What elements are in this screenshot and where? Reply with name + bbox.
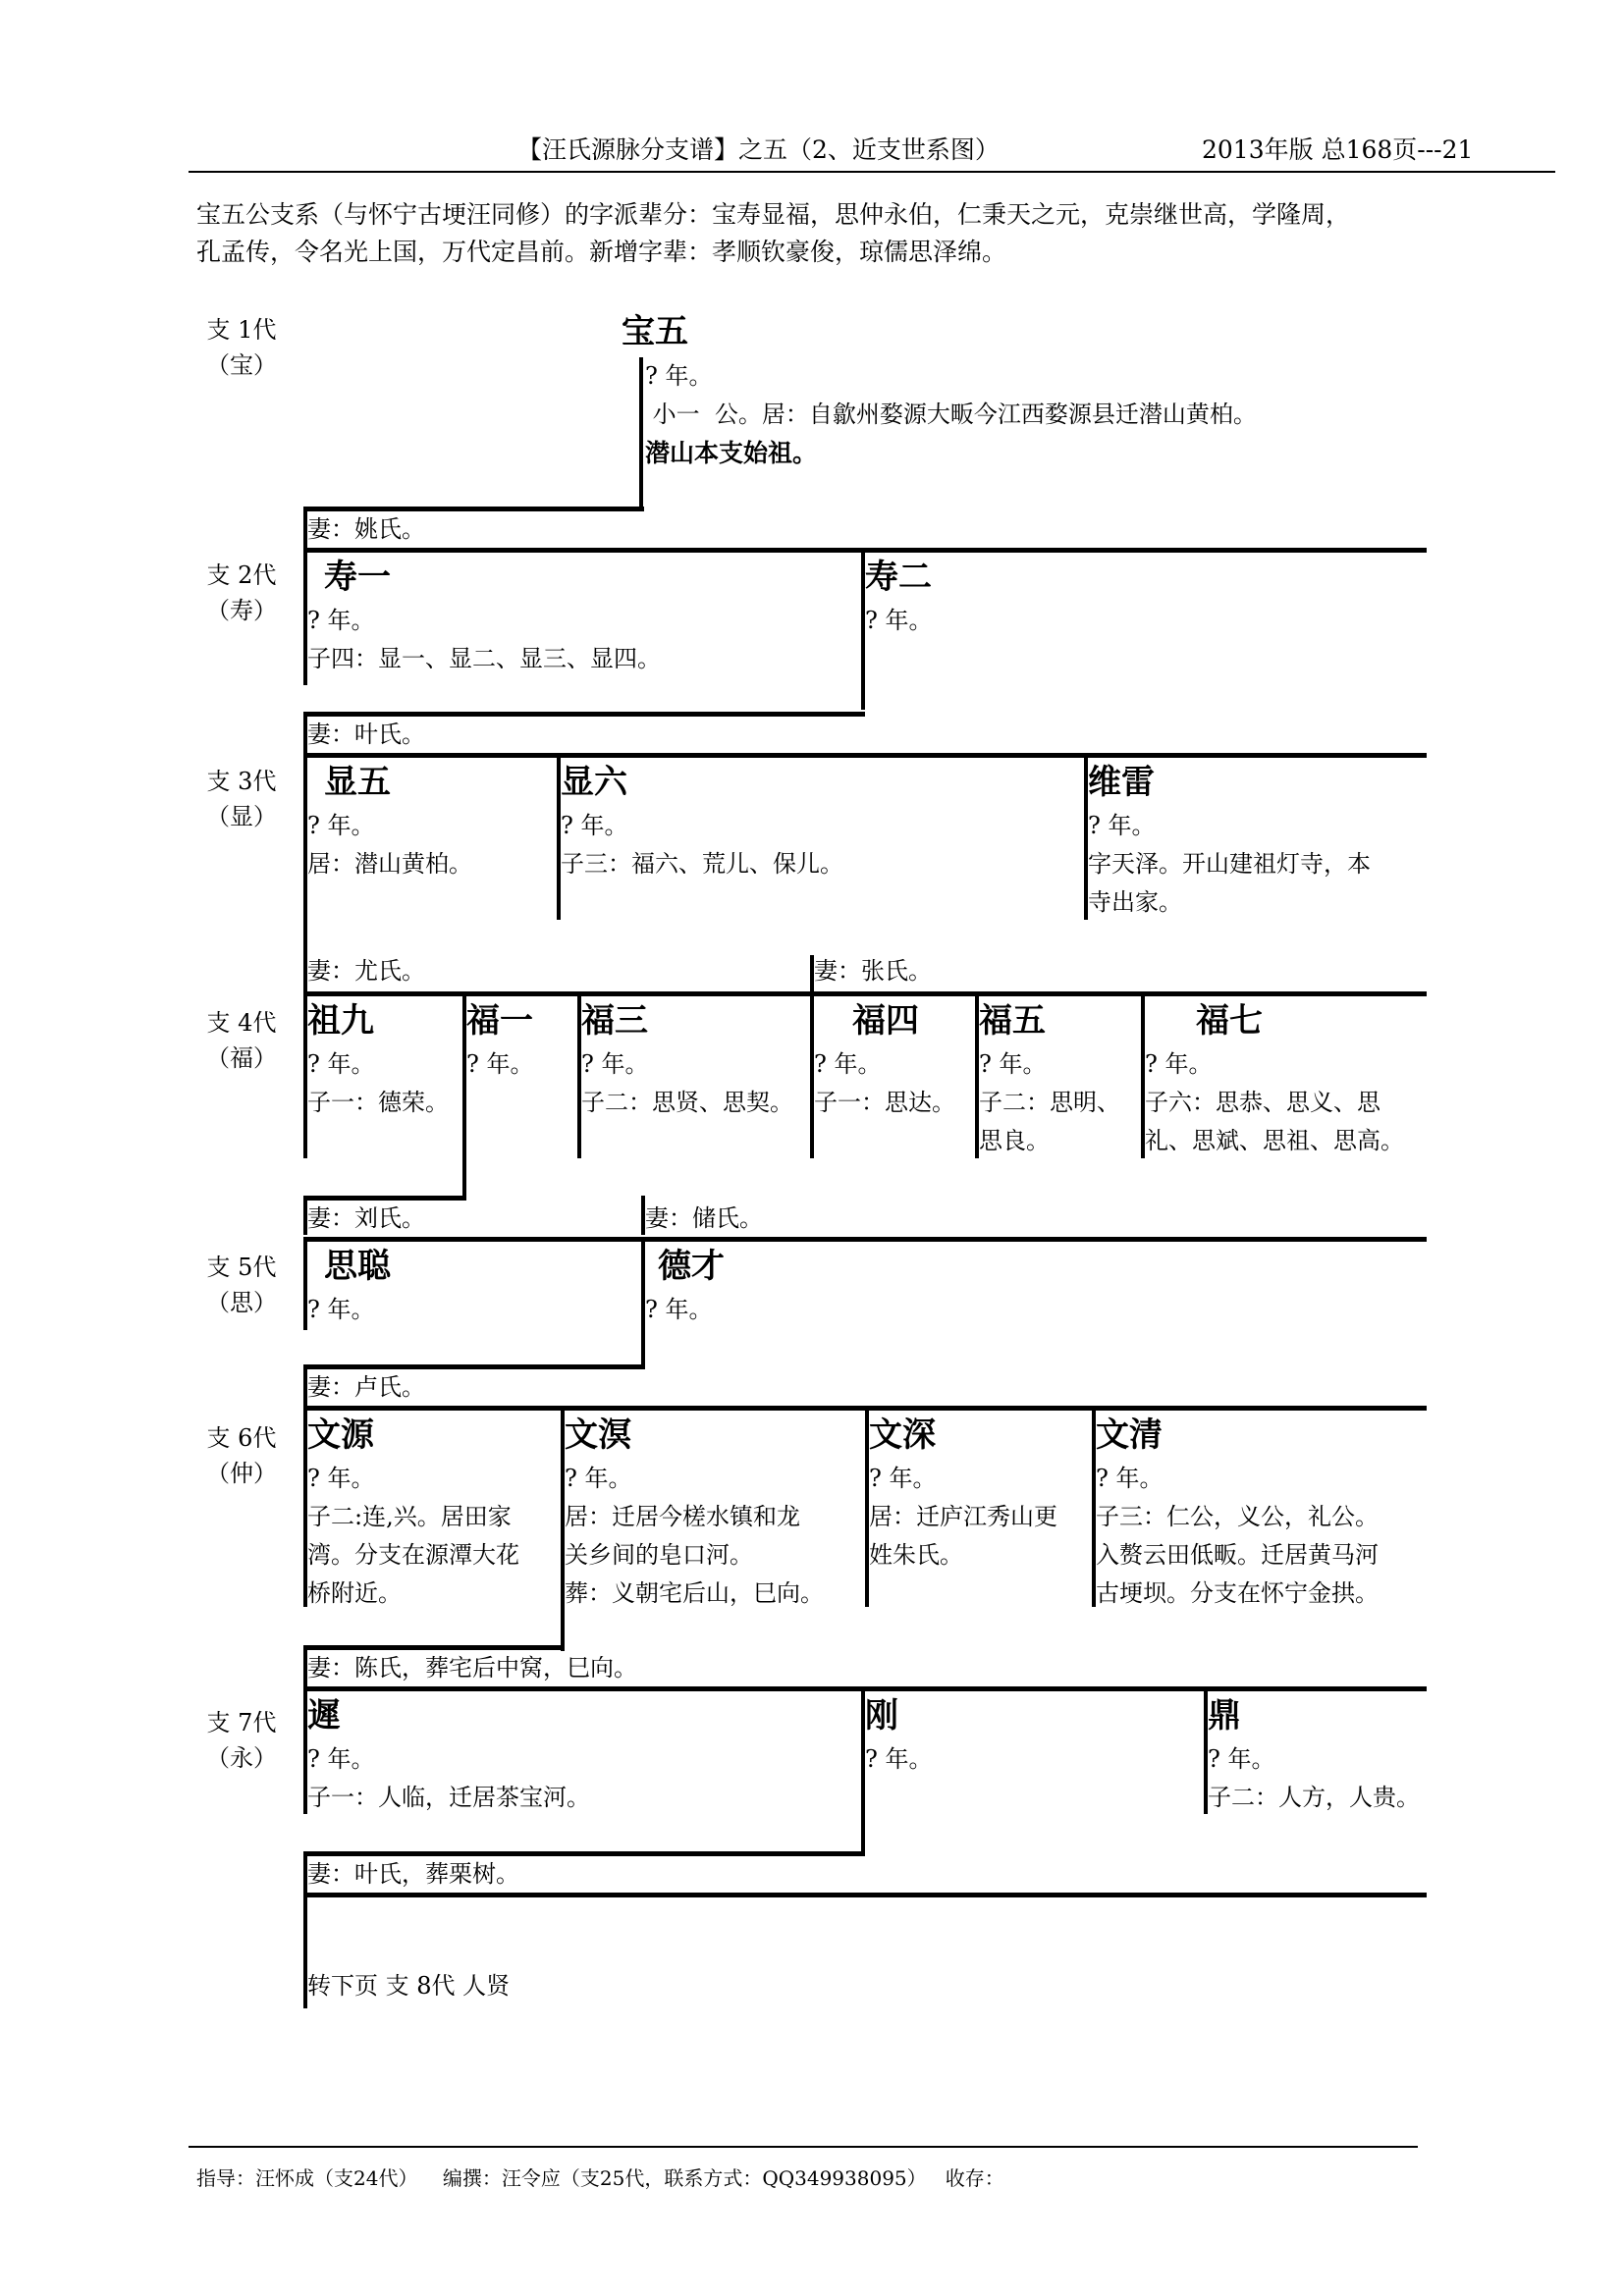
generation-2-bar — [303, 548, 1427, 553]
footer-rule — [189, 2146, 1418, 2148]
generation-7-bar — [303, 1686, 1427, 1691]
year-wenqing: ? 年。 — [1096, 1465, 1164, 1492]
sons-shouyi: 子四：显一、显二、显三、显四。 — [307, 645, 661, 672]
generation-label-6: 支 6代 （仲） — [206, 1424, 277, 1487]
connector-baowu — [639, 357, 643, 511]
intro-paragraph — [196, 196, 1571, 271]
year-xianwu: ? 年。 — [307, 812, 375, 839]
note-baowu: 小一 公。居：自歙州婺源大畈今江西婺源县迁潜山黄柏。 — [645, 400, 1257, 428]
note-wenshen-1: 居：迁庐江秀山更 — [869, 1503, 1057, 1530]
intro-line-1: 宝五公支系（与怀宁古埂汪同修）的字派辈分：宝寿显福，思仲永伯，仁秉天之元，克崇继世高，学隆周， — [196, 200, 1351, 229]
person-name-shouer: 寿二 — [865, 558, 932, 597]
sons-fusi: 子一：思达。 — [814, 1089, 955, 1116]
person-name-shouyi: 寿一 — [324, 558, 391, 597]
person-name-fusan: 福三 — [581, 1001, 648, 1041]
person-name-gang: 刚 — [865, 1696, 898, 1735]
year-fuyi: ? 年。 — [466, 1050, 534, 1078]
note-wenyuan-3: 桥附近。 — [307, 1579, 402, 1607]
person-name-wenqing: 文清 — [1096, 1415, 1163, 1455]
wife-wenyuan: 妻：陈氏，葬宅后中窝，巳向。 — [307, 1654, 637, 1682]
generation-4-bar — [303, 991, 1427, 996]
year-gang: ? 年。 — [865, 1745, 933, 1773]
year-chi: ? 年。 — [307, 1745, 375, 1773]
person-name-chi: 遲 — [307, 1696, 341, 1735]
person-name-baowu: 宝五 — [622, 312, 688, 351]
person-name-fuwu: 福五 — [979, 1001, 1046, 1041]
wife-zujiu: 妻：刘氏。 — [307, 1204, 425, 1232]
year-shouer: ? 年。 — [865, 607, 933, 634]
generation-label-2: 支 2代 （寿） — [206, 561, 277, 624]
note-wenyuan-1: 子二:连,兴。居田家 — [307, 1503, 512, 1530]
generation-label-1: 支 1代 （宝） — [206, 316, 277, 379]
sons-fusan: 子二：思贤、思契。 — [581, 1089, 793, 1116]
year-fuwu: ? 年。 — [979, 1050, 1047, 1078]
generation-8-bar — [303, 1893, 1427, 1897]
sons-fuqi-2: 礼、思斌、思祖、思高。 — [1145, 1127, 1404, 1154]
sons-chi: 子一：人临，迁居茶宝河。 — [307, 1784, 590, 1811]
generation-label-5: 支 5代 （思） — [206, 1254, 277, 1316]
note-weilei-2: 寺出家。 — [1088, 888, 1182, 916]
person-name-fusi: 福四 — [852, 1001, 919, 1041]
note-wenqing-2: 入赘云田低畈。迁居黄马河 — [1096, 1541, 1379, 1569]
year-sicong: ? 年。 — [307, 1296, 375, 1323]
year-baowu: ? 年。 — [645, 362, 713, 390]
wife-fusan: 妻：储氏。 — [645, 1204, 763, 1232]
note-wenqing-3: 古埂坝。分支在怀宁金拱。 — [1096, 1579, 1379, 1607]
year-wenshen: ? 年。 — [869, 1465, 937, 1492]
title-baowu: 潜山本支始祖。 — [645, 439, 818, 467]
year-shouyi: ? 年。 — [307, 607, 375, 634]
wife-shouyi: 妻：叶氏。 — [307, 721, 425, 748]
year-zujiu: ? 年。 — [307, 1050, 375, 1078]
person-name-ding: 鼎 — [1208, 1696, 1241, 1735]
continuation-note: 转下页 支 8代 人贤 — [307, 1972, 511, 2000]
document-title: 【汪氏源脉分支谱】之五（2、近支世系图） — [517, 135, 1000, 164]
sons-ding: 子二：人方，人贵。 — [1208, 1784, 1420, 1811]
generation-5-bar — [303, 1237, 1427, 1242]
year-weilei: ? 年。 — [1088, 812, 1156, 839]
note-xianwu: 居：潜山黄柏。 — [307, 850, 472, 878]
person-name-fuqi: 福七 — [1196, 1001, 1263, 1041]
sons-xianliu: 子三：福六、荒儿、保儿。 — [561, 850, 843, 878]
year-decai: ? 年。 — [645, 1296, 713, 1323]
footer-credits: 指导：汪怀成（支24代） 编撰：汪令应（支25代，联系方式：QQ349938095） 收存： — [196, 2166, 1004, 2190]
person-name-wenming: 文溟 — [565, 1415, 631, 1455]
year-fusi: ? 年。 — [814, 1050, 882, 1078]
intro-line-2: 孔孟传，令名光上国，万代定昌前。新增字辈：孝顺钦豪俊，琼儒思泽绵。 — [196, 238, 1007, 266]
year-wenyuan: ? 年。 — [307, 1465, 375, 1492]
page-number: 2013年版 总168页---21 — [1202, 135, 1474, 164]
person-name-wenyuan: 文源 — [307, 1415, 374, 1455]
person-name-decai: 德才 — [658, 1247, 725, 1286]
person-name-sicong: 思聪 — [324, 1247, 391, 1286]
note-wenming-1: 居：迁居今槎水镇和龙 — [565, 1503, 800, 1530]
year-fusan: ? 年。 — [581, 1050, 649, 1078]
wife-xianliu: 妻：张氏。 — [814, 957, 932, 985]
person-name-weilei: 维雷 — [1088, 763, 1155, 802]
sons-zujiu: 子一：德荣。 — [307, 1089, 449, 1116]
note-wenming-3: 葬：义朝宅后山，巳向。 — [565, 1579, 824, 1607]
wife-xianwu: 妻：尤氏。 — [307, 957, 425, 985]
person-name-xianwu: 显五 — [324, 763, 391, 802]
sons-fuwu-2: 思良。 — [979, 1127, 1050, 1154]
generation-3-bar — [303, 753, 1427, 758]
year-fuqi: ? 年。 — [1145, 1050, 1213, 1078]
person-name-wenshen: 文深 — [869, 1415, 936, 1455]
wife-baowu: 妻：姚氏。 — [307, 515, 425, 543]
generation-label-7: 支 7代 （永） — [206, 1709, 277, 1772]
year-ding: ? 年。 — [1208, 1745, 1275, 1773]
generation-label-3: 支 3代 （显） — [206, 768, 277, 830]
wife-chi: 妻：叶氏，葬栗树。 — [307, 1860, 519, 1888]
person-name-fuyi: 福一 — [466, 1001, 533, 1041]
wife-sicong: 妻：卢氏。 — [307, 1373, 425, 1401]
person-name-zujiu: 祖九 — [307, 1001, 374, 1041]
generation-label-4: 支 4代 （福） — [206, 1009, 277, 1072]
note-wenyuan-2: 湾。分支在源潭大花 — [307, 1541, 519, 1569]
note-weilei-1: 字天泽。开山建祖灯寺，本 — [1088, 850, 1371, 878]
year-wenming: ? 年。 — [565, 1465, 632, 1492]
note-wenshen-2: 姓朱氏。 — [869, 1541, 963, 1569]
note-wenming-2: 关乡间的皂口河。 — [565, 1541, 753, 1569]
person-name-xianliu: 显六 — [561, 763, 627, 802]
sons-fuqi-1: 子六：思恭、思义、思 — [1145, 1089, 1380, 1116]
sons-fuwu-1: 子二：思明、 — [979, 1089, 1120, 1116]
header-rule — [189, 171, 1555, 173]
year-xianliu: ? 年。 — [561, 812, 628, 839]
note-wenqing-1: 子三：仁公，义公，礼公。 — [1096, 1503, 1379, 1530]
